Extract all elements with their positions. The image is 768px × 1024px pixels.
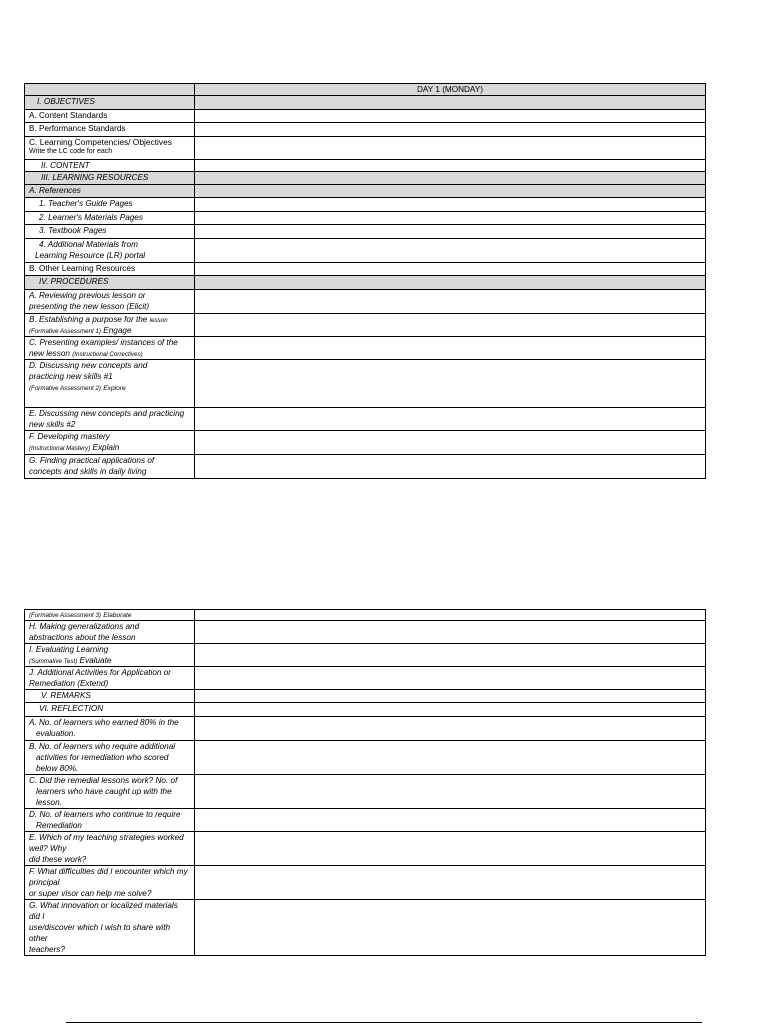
reflection-f-line2: or super visor can help me solve?: [29, 889, 152, 898]
procedure-b-label-cell: [25, 314, 195, 337]
procedure-c-row: [25, 337, 706, 360]
content-standards-cell[interactable]: [195, 110, 706, 123]
procedure-d-line1: D. Discussing new concepts and: [29, 361, 148, 370]
procedure-g-cell[interactable]: [195, 455, 706, 479]
reflection-d-line1: D. No. of learners who continue to require: [29, 810, 181, 819]
reflection-f-row: [25, 866, 706, 900]
reflection-c-line2: learners who have caught up with the: [36, 787, 172, 796]
section-content-cell[interactable]: [195, 160, 706, 172]
procedure-h-line2: abstractions about the lesson: [29, 633, 136, 642]
other-resources-cell[interactable]: [195, 263, 706, 276]
lesson-log-table-part2: [24, 609, 706, 956]
teachers-guide-cell[interactable]: [195, 198, 706, 212]
competencies-cell[interactable]: [195, 137, 706, 160]
reflection-f-line1: F. What difficulties did I encounter which my principal: [29, 867, 188, 887]
section-procedures-row: [25, 276, 706, 290]
section-reflection-cell[interactable]: [195, 703, 706, 717]
procedure-b-note: (Formative Assessment 1): [29, 328, 101, 335]
procedure-j-line1: J. Additional Activities for Application or: [29, 668, 171, 677]
reflection-g-label-cell: [25, 900, 195, 956]
reflection-c-line3: lesson.: [36, 798, 62, 807]
textbook-row: [25, 225, 706, 239]
performance-standards-cell[interactable]: [195, 123, 706, 137]
other-resources-label: B. Other Learning Resources: [25, 263, 195, 276]
performance-standards-row: [25, 123, 706, 137]
procedure-g-line2: concepts and skills in daily living: [29, 467, 147, 476]
procedure-e-label-cell: [25, 408, 195, 431]
section-procedures: IV. PROCEDURES: [25, 276, 195, 290]
reflection-a-line1: A. No. of learners who earned 80% in the: [29, 718, 179, 727]
reflection-a-label-cell: [25, 717, 195, 741]
procedure-e-row: [25, 408, 706, 431]
reflection-e-label-cell: [25, 832, 195, 866]
section-content-row: [25, 160, 706, 172]
content-standards-row: [25, 110, 706, 123]
reflection-f-cell[interactable]: [195, 866, 706, 900]
procedure-g-label-cell: [25, 455, 195, 479]
reflection-g-line3: teachers?: [29, 945, 65, 954]
section-reflection-row: [25, 703, 706, 717]
learners-materials-row: [25, 212, 706, 225]
competencies-row: [25, 137, 706, 160]
section-remarks: V. REMARKS: [25, 690, 195, 703]
procedure-h-cell[interactable]: [195, 621, 706, 644]
additional-materials-row: [25, 239, 706, 263]
competencies-note: Write the LC code for each: [29, 148, 113, 155]
content-standards-label: A. Content Standards: [25, 110, 195, 123]
procedure-d-cell[interactable]: [195, 360, 706, 408]
procedure-f-tag: Explain: [92, 443, 120, 452]
reflection-b-label-cell: [25, 741, 195, 775]
procedure-c-label-cell: [25, 337, 195, 360]
section-objectives: I. OBJECTIVES: [25, 96, 195, 110]
procedure-a-cell[interactable]: [195, 290, 706, 314]
procedure-j-row: [25, 667, 706, 690]
reflection-c-label-cell: [25, 775, 195, 809]
procedure-h-label-cell: [25, 621, 195, 644]
procedure-j-label-cell: [25, 667, 195, 690]
procedure-a-row: [25, 290, 706, 314]
reflection-a-line2: evaluation.: [36, 729, 76, 738]
section-resources-cell[interactable]: [195, 172, 706, 185]
procedure-d-line2: practicing new skills #1: [29, 372, 113, 381]
procedure-b-cell[interactable]: [195, 314, 706, 337]
procedure-f-label-cell: [25, 431, 195, 455]
reflection-b-line3: below 80%.: [36, 764, 79, 773]
reflection-d-label-cell: [25, 809, 195, 832]
reflection-c-line1: C. Did the remedial lessons work? No. of: [29, 776, 178, 785]
procedure-g-line1: G. Finding practical applications of: [29, 456, 155, 465]
competencies-label-cell: [25, 137, 195, 160]
procedure-g-continued-row: [25, 610, 706, 621]
reflection-c-row: [25, 775, 706, 809]
procedure-d-row: [25, 360, 706, 408]
procedure-h-row: [25, 621, 706, 644]
teachers-guide-label: 1. Teacher's Guide Pages: [25, 198, 195, 212]
procedure-i-label-cell: [25, 644, 195, 667]
section-objectives-row: [25, 96, 706, 110]
reflection-b-line1: B. No. of learners who require additional: [29, 742, 176, 751]
procedure-b-small: lesson: [149, 317, 168, 324]
procedure-g-note: (Formative Assessment 3): [29, 612, 101, 619]
additional-materials-line1: 4. Additional Materials from: [39, 240, 138, 249]
header-row: [25, 84, 706, 96]
procedure-i-note: (Summative Test): [29, 658, 78, 665]
procedure-c-note: (Instructional Correctives): [72, 351, 143, 358]
section-resources-row: [25, 172, 706, 185]
procedure-g-continued-value[interactable]: [195, 610, 706, 621]
reflection-b-cell[interactable]: [195, 741, 706, 775]
procedure-i-line1: I. Evaluating Learning: [29, 645, 109, 654]
reflection-e-line1: E. Which of my teaching strategies worked well? Why: [29, 833, 184, 853]
procedure-b-row: [25, 314, 706, 337]
procedure-j-cell[interactable]: [195, 667, 706, 690]
lesson-log-table-part1: [24, 83, 706, 479]
section-reflection: VI. REFLECTION: [25, 703, 195, 717]
reflection-a-cell[interactable]: [195, 717, 706, 741]
reflection-g-line1: G. What innovation or localized materials did I: [29, 901, 178, 921]
procedure-d-label-cell: [25, 360, 195, 408]
reflection-b-row: [25, 741, 706, 775]
procedure-c-cell[interactable]: [195, 337, 706, 360]
textbook-label: 3. Textbook Pages: [25, 225, 195, 239]
procedure-e-line1: E. Discussing new concepts and practicing: [29, 409, 185, 418]
procedure-i-cell[interactable]: [195, 644, 706, 667]
procedure-f-cell[interactable]: [195, 431, 706, 455]
procedure-i-row: [25, 644, 706, 667]
reflection-g-cell[interactable]: [195, 900, 706, 956]
day-label: DAY 1 (MONDAY): [195, 84, 706, 96]
additional-materials-cell[interactable]: [195, 239, 706, 263]
section-objectives-cell[interactable]: [195, 96, 706, 110]
procedure-d-tag: Explore: [103, 385, 126, 392]
section-resources: III. LEARNING RESOURCES: [25, 172, 195, 185]
reflection-d-row: [25, 809, 706, 832]
procedure-a-line1: A. Reviewing previous lesson or: [29, 291, 146, 300]
procedure-d-note: (Formative Assessment 2): [29, 385, 101, 392]
reflection-d-cell[interactable]: [195, 809, 706, 832]
reflection-e-line2: did these work?: [29, 855, 87, 864]
footer-rule: [66, 1022, 702, 1023]
section-content: II. CONTENT: [25, 160, 195, 172]
references-cell[interactable]: [195, 185, 706, 198]
reflection-g-row: [25, 900, 706, 956]
additional-materials-label-cell: [25, 239, 195, 263]
competencies-label: C. Learning Competencies/ Objectives: [29, 137, 172, 147]
procedure-c-line1: C. Presenting examples/ instances of the: [29, 338, 178, 347]
procedure-g-row: [25, 455, 706, 479]
procedure-f-note: (Instructional Mastery): [29, 445, 91, 452]
reflection-a-row: [25, 717, 706, 741]
procedure-j-line2: Remediation (Extend): [29, 679, 109, 688]
reflection-e-row: [25, 832, 706, 866]
procedure-i-tag: Evaluate: [79, 656, 112, 665]
reflection-d-line2: Remediation: [36, 821, 82, 830]
procedure-f-line1: F. Developing mastery: [29, 432, 110, 441]
procedure-e-line2: new skills #2: [29, 420, 76, 429]
procedure-g-tag: Elaborate: [103, 612, 132, 619]
reflection-g-line2: use/discover which I wish to share with other: [29, 923, 171, 943]
reflection-c-cell[interactable]: [195, 775, 706, 809]
reflection-f-label-cell: [25, 866, 195, 900]
reflection-e-cell[interactable]: [195, 832, 706, 866]
procedure-b-main: B. Establishing a purpose for the: [29, 315, 148, 324]
additional-materials-line2: Learning Resource (LR) portal: [35, 251, 146, 260]
other-resources-row: [25, 263, 706, 276]
section-remarks-row: [25, 690, 706, 703]
references-label: A. References: [25, 185, 195, 198]
procedure-g-continued-cell: [25, 610, 195, 621]
header-blank-cell[interactable]: [25, 84, 195, 96]
performance-standards-label: B. Performance Standards: [25, 123, 195, 137]
textbook-cell[interactable]: [195, 225, 706, 239]
procedure-f-row: [25, 431, 706, 455]
procedure-a-label-cell: [25, 290, 195, 314]
procedure-a-line2: presenting the new lesson (Elicit): [29, 302, 150, 311]
procedure-h-line1: H. Making generalizations and: [29, 622, 140, 631]
learners-materials-cell[interactable]: [195, 212, 706, 225]
section-procedures-cell[interactable]: [195, 276, 706, 290]
section-remarks-cell[interactable]: [195, 690, 706, 703]
references-row: [25, 185, 706, 198]
procedure-b-tag: Engage: [103, 326, 132, 335]
reflection-b-line2: activities for remediation who scored: [36, 753, 169, 762]
learners-materials-label: 2. Learner's Materials Pages: [25, 212, 195, 225]
teachers-guide-row: [25, 198, 706, 212]
procedure-e-cell[interactable]: [195, 408, 706, 431]
procedure-c-line2: new lesson: [29, 349, 70, 358]
